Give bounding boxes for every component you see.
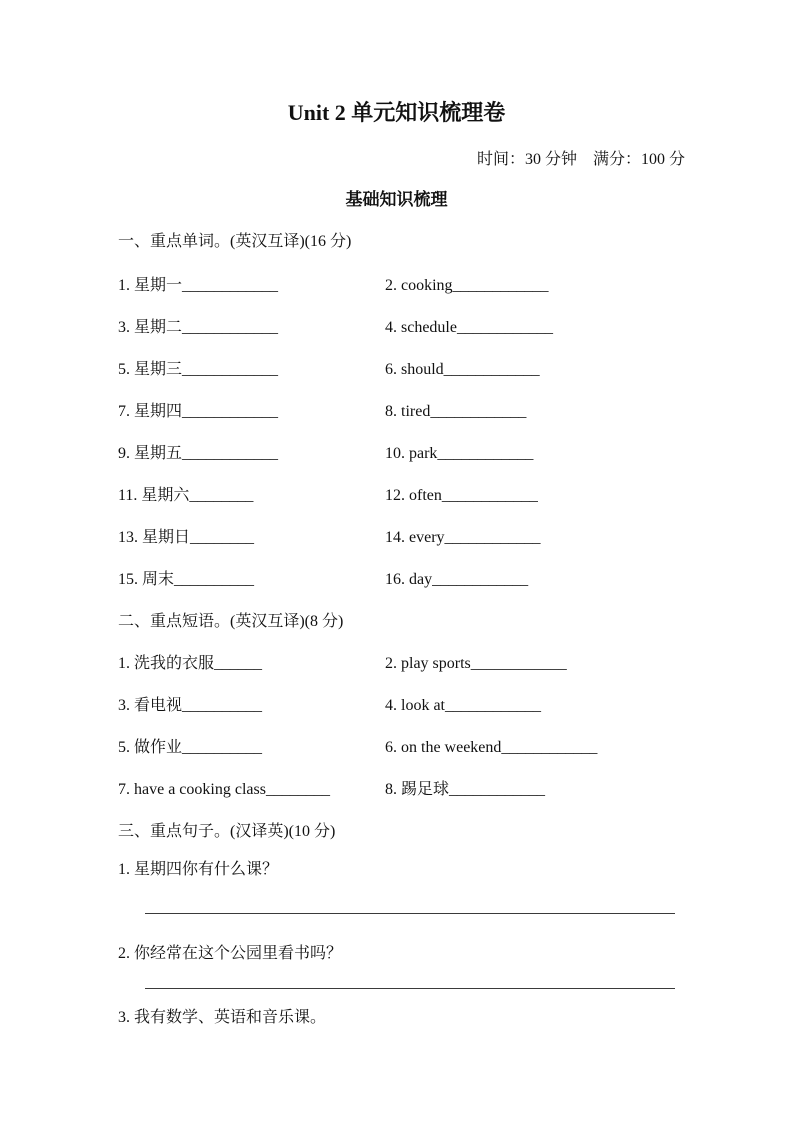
phrase-item: 1. 洗我的衣服______	[118, 655, 263, 672]
sentence-question: 2. 你经常在这个公园里看书吗？	[118, 945, 343, 962]
time-score-line: 时间：30 分钟 满分：100 分	[476, 151, 685, 168]
word-item: 3. 星期二____________	[118, 319, 279, 336]
word-item: 10. park____________	[385, 445, 534, 462]
word-item: 11. 星期六________	[118, 487, 254, 504]
phrase-item: 7. have a cooking class________	[118, 781, 330, 798]
word-item: 15. 周末__________	[118, 571, 255, 588]
page-title: Unit 2 单元知识梳理卷	[287, 100, 506, 125]
word-item: 1. 星期一____________	[118, 277, 279, 294]
word-item: 7. 星期四____________	[118, 403, 279, 420]
sentence-question: 1. 星期四你有什么课？	[118, 861, 279, 878]
phrase-item: 4. look at____________	[385, 697, 541, 714]
word-item: 9. 星期五____________	[118, 445, 279, 462]
word-item: 8. tired____________	[385, 403, 527, 420]
word-item: 6. should____________	[385, 361, 540, 378]
phrases-section-heading: 二、重点短语。(英汉互译)(8 分)	[118, 613, 344, 630]
phrase-item: 5. 做作业__________	[118, 739, 263, 756]
phrase-item: 6. on the weekend____________	[385, 739, 598, 756]
phrase-item: 3. 看电视__________	[118, 697, 263, 714]
sentence-question: 3. 我有数学、英语和音乐课。	[118, 1009, 327, 1026]
word-item: 14. every____________	[385, 529, 541, 546]
phrase-item: 2. play sports____________	[385, 655, 567, 672]
word-item: 12. often____________	[385, 487, 538, 504]
section-subtitle: 基础知识梳理	[345, 190, 448, 209]
word-item: 5. 星期三____________	[118, 361, 279, 378]
word-item: 16. day____________	[385, 571, 529, 588]
answer-line	[145, 970, 675, 989]
word-item: 4. schedule____________	[385, 319, 553, 336]
answer-line	[145, 895, 675, 914]
word-item: 13. 星期日________	[118, 529, 255, 546]
words-section-heading: 一、重点单词。(英汉互译)(16 分)	[118, 233, 352, 250]
phrase-item: 8. 踢足球____________	[385, 781, 546, 798]
sentences-section-heading: 三、重点句子。(汉译英)(10 分)	[118, 823, 336, 840]
word-item: 2. cooking____________	[385, 277, 549, 294]
